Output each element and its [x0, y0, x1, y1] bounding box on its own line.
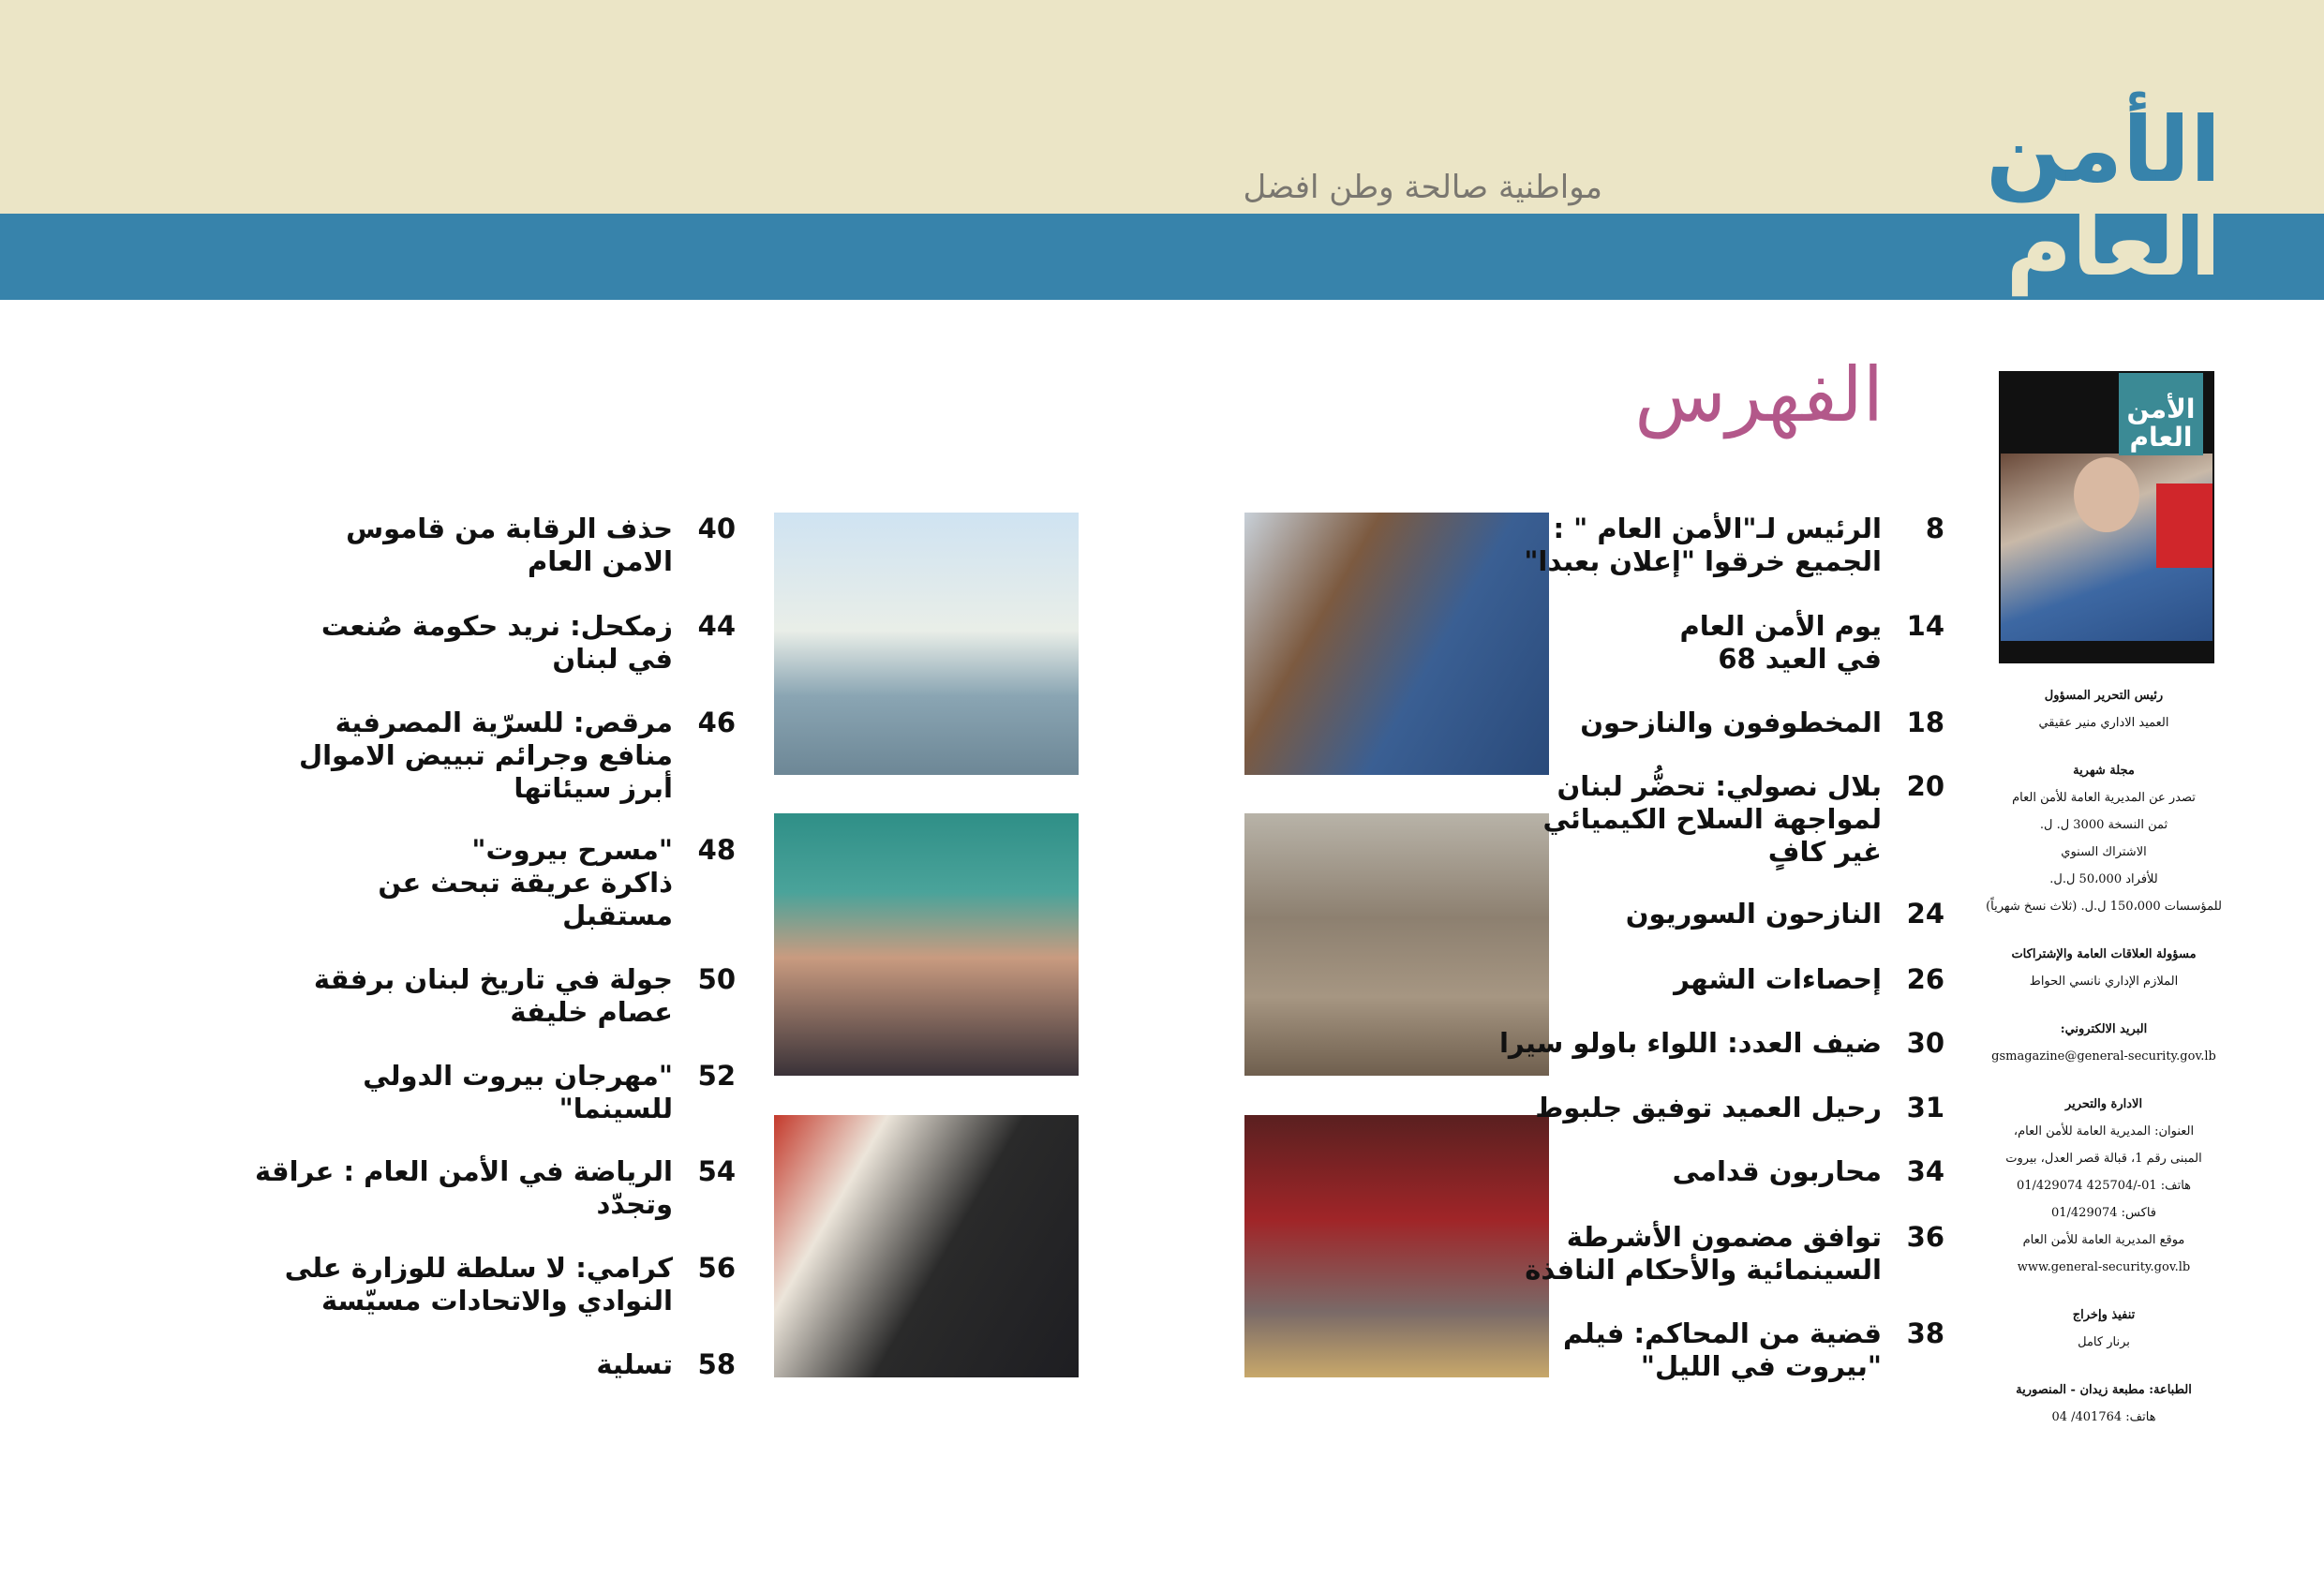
spacer — [1968, 1356, 2240, 1376]
toc-entry-title[interactable]: النازحون السوريون — [1625, 898, 1882, 930]
toc-page-number[interactable]: 34 — [1906, 1155, 1944, 1187]
photo-smiling-man — [774, 813, 1079, 1076]
toc-entry-title[interactable]: ضيف العدد: اللواء باولو سيرا — [1498, 1027, 1882, 1059]
spacer — [1968, 920, 2240, 941]
photo-money-boat — [774, 513, 1079, 775]
toc-entry-title[interactable]: بلال نصولي: تحضُّر لبنان لمواجهة السلاح الكيميائي غير كافٍ — [1542, 770, 1882, 868]
spacer — [1968, 995, 2240, 1016]
toc-page-number[interactable]: 52 — [697, 1060, 736, 1092]
page-title: الفهرس — [1634, 351, 1884, 439]
toc-page-number[interactable]: 58 — [697, 1348, 736, 1380]
masthead-line: تصدر عن المديرية العامة للأمن العام — [2012, 791, 2196, 805]
toc-page-number[interactable]: 38 — [1906, 1317, 1944, 1349]
masthead-line: ثمن النسخة 3000 ل. ل. — [2039, 818, 2168, 832]
tagline: مواطنية صالحة وطن افضل — [1243, 169, 1602, 206]
toc-page-number[interactable]: 48 — [697, 834, 736, 866]
toc-entry-title[interactable]: رحيل العميد توفيق جلبوط — [1535, 1092, 1882, 1123]
cover-thumbnail — [1999, 371, 2214, 663]
masthead-heading: الطباعة: مطبعة زيدان - المنصورية — [2016, 1383, 2192, 1397]
toc-page-number[interactable]: 56 — [697, 1252, 736, 1284]
toc-entry-title[interactable]: كرامي: لا سلطة للوزارة على النوادي والاتحادات مسيّسة — [284, 1252, 673, 1317]
header-background — [0, 0, 2324, 214]
toc-entry-title[interactable]: جولة في تاريخ لبنان برفقة عصام خليفة — [313, 963, 673, 1028]
toc-entry-title[interactable]: زمكحل: نريد حكومة صُنعت في لبنان — [320, 610, 673, 675]
masthead-line: للمؤسسات 150،000 ل.ل. (ثلاث نسخ شهرياً) — [1986, 900, 2222, 914]
cover-face — [2074, 457, 2139, 532]
toc-page-number[interactable]: 26 — [1906, 963, 1944, 995]
spacer — [1968, 1281, 2240, 1302]
photo-minister — [774, 1115, 1079, 1377]
masthead-heading: مسؤولة العلاقات العامة والإشتراكات — [2011, 947, 2197, 961]
masthead-line: gsmagazine@general-security.gov.lb — [1991, 1049, 2216, 1064]
cover-flag — [2156, 484, 2212, 568]
masthead-line: للأفراد 50،000 ل.ل. — [2049, 872, 2158, 886]
toc-page-number[interactable]: 40 — [697, 513, 736, 544]
magazine-logo — [1986, 97, 2221, 296]
toc-entry-title[interactable]: قضية من المحاكم: فيلم "بيروت في الليل" — [1563, 1317, 1882, 1382]
cover-logo-line2: العام — [2129, 422, 2193, 453]
header-band — [0, 214, 2324, 300]
toc-entry-title[interactable]: توافق مضمون الأشرطة السينمائية والأحكام النافذة — [1525, 1221, 1882, 1286]
masthead-line: هاتف: 01-/425704 01/429074 — [2016, 1179, 2192, 1193]
toc-page-number[interactable]: 50 — [697, 963, 736, 995]
spacer — [1968, 736, 2240, 757]
logo-line1: الأمن — [1986, 97, 2221, 202]
toc-page-number[interactable]: 18 — [1906, 707, 1944, 738]
toc-page-number[interactable]: 36 — [1906, 1221, 1944, 1253]
toc-page-number[interactable]: 8 — [1925, 513, 1944, 544]
masthead-heading: رئيس التحرير المسؤول — [2044, 689, 2164, 703]
toc-page-number[interactable]: 46 — [697, 707, 736, 738]
toc-entry-title[interactable]: تسلية — [596, 1348, 673, 1380]
spacer — [1968, 1070, 2240, 1091]
masthead-heading: البريد الالكتروني: — [2060, 1022, 2148, 1036]
masthead-line: برنار كامل — [2078, 1335, 2130, 1349]
toc-page-number[interactable]: 14 — [1906, 610, 1944, 642]
photo-cinema-audience — [1244, 1115, 1549, 1377]
masthead-line: www.general-security.gov.lb — [2017, 1260, 2191, 1274]
masthead-line: الاشتراك السنوي — [2061, 845, 2147, 859]
toc-entry-title[interactable]: "مهرجان بيروت الدولي للسينما" — [363, 1060, 673, 1124]
toc-page-number[interactable]: 31 — [1906, 1092, 1944, 1123]
cover-logo-line1: الأمن — [2126, 394, 2196, 424]
toc-entry-title[interactable]: الرئيس لـ"الأمن العام " : الجميع خرقوا "إعلان بعبدا" — [1524, 513, 1882, 577]
toc-entry-title[interactable]: "مسرح بيروت" ذاكرة عريقة تبحث عن مستقبل — [378, 834, 673, 931]
toc-page-number[interactable]: 24 — [1906, 898, 1944, 930]
masthead-line: موقع المديرية العامة للأمن العام — [2022, 1233, 2185, 1247]
toc-entry-title[interactable]: المخطوفون والنازحون — [1580, 707, 1882, 738]
masthead-line: المبنى رقم 1، قبالة قصر العدل، بيروت — [2005, 1152, 2202, 1166]
toc-page-number[interactable]: 54 — [697, 1155, 736, 1187]
toc-page-number[interactable]: 44 — [697, 610, 736, 642]
masthead-heading: مجلة شهرية — [2073, 764, 2135, 778]
masthead-line: العنوان: المديرية العامة للأمن العام، — [2013, 1124, 2195, 1138]
masthead-line: العميد الاداري منير عقيقي — [2038, 716, 2169, 730]
toc-entry-title[interactable]: حذف الرقابة من قاموس الامن العام — [346, 513, 673, 577]
masthead-heading: تنفيذ وإخراج — [2072, 1308, 2136, 1322]
toc-entry-title[interactable]: يوم الأمن العام في العيد 68 — [1679, 610, 1882, 675]
photo-president — [1244, 513, 1549, 775]
masthead-line: فاكس: 01/429074 — [2050, 1206, 2156, 1220]
toc-entry-title[interactable]: الرياضة في الأمن العام : عراقة وتجدّد — [255, 1155, 673, 1220]
cover-logo — [2119, 373, 2203, 455]
masthead-line: هاتف: 401764/ 04 — [2051, 1410, 2156, 1424]
masthead-heading: الادارة والتحرير — [2064, 1097, 2143, 1111]
toc-entry-title[interactable]: مرقص: للسرّية المصرفية منافع وجرائم تبييض الاموال أبرز سيئاتها — [298, 707, 673, 804]
logo-line2: العام — [2005, 191, 2221, 296]
masthead — [1968, 682, 2240, 1431]
toc-page-number[interactable]: 30 — [1906, 1027, 1944, 1059]
masthead-line: الملازم الإداري نانسي الحواط — [2029, 974, 2179, 989]
toc-entry-title[interactable]: إحصاءات الشهر — [1674, 963, 1882, 995]
toc-page-number[interactable]: 20 — [1906, 770, 1944, 802]
toc-entry-title[interactable]: محاربون قدامى — [1672, 1155, 1882, 1187]
